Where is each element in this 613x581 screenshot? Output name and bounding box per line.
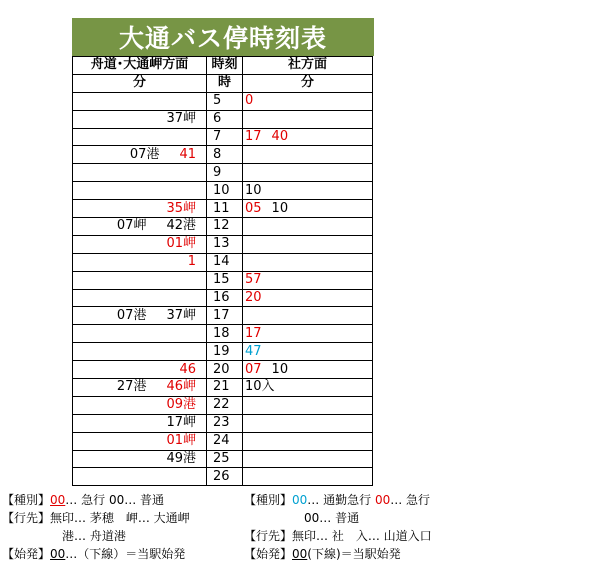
east-minutes-cell <box>243 164 373 182</box>
departure-time: 07港 <box>129 146 160 162</box>
header-row <box>73 57 373 75</box>
page-title: 大通バス停時刻表 <box>72 18 374 56</box>
legend-east-type <box>244 493 430 507</box>
east-minutes-cell <box>243 361 373 379</box>
legend-east-dest <box>244 529 432 543</box>
east-minutes-cell <box>243 110 373 128</box>
departure-time: 49港 <box>166 451 196 467</box>
east-minutes-cell <box>243 271 373 289</box>
legend-text: 無印… 社 入… 山道入口 <box>292 529 432 543</box>
east-minutes-cell <box>243 450 373 468</box>
west-minutes-cell <box>73 307 207 325</box>
hour-cell: 18 <box>207 325 243 343</box>
legend-label: 【種別】 <box>244 493 293 507</box>
hour-cell: 22 <box>207 396 243 414</box>
west-minute-header: 分 <box>73 74 207 92</box>
hour-cell: 11 <box>207 200 243 218</box>
subheader-row <box>73 74 373 92</box>
west-minutes-cell <box>73 343 207 361</box>
west-minutes-cell <box>73 414 207 432</box>
legend-text: … 急行 <box>65 493 109 507</box>
hour-cell: 14 <box>207 253 243 271</box>
hour-cell: 15 <box>207 271 243 289</box>
departure-time: 40 <box>271 129 289 144</box>
west-minutes-cell <box>73 325 207 343</box>
west-minutes-cell <box>73 361 207 379</box>
timetable-row <box>73 235 373 253</box>
departure-time: 10 <box>271 361 289 377</box>
west-minutes-cell <box>73 182 207 200</box>
east-minutes-cell <box>243 92 373 110</box>
hour-cell: 8 <box>207 146 243 164</box>
legend-west-type <box>2 493 164 507</box>
hour-cell: 21 <box>207 379 243 397</box>
departure-time: 41 <box>179 146 196 162</box>
west-minutes-cell <box>73 146 207 164</box>
hour-cell: 24 <box>207 432 243 450</box>
departure-time: 07 <box>245 361 262 377</box>
hour-cell: 5 <box>207 92 243 110</box>
west-minutes-cell <box>73 218 207 236</box>
west-minutes-cell <box>73 92 207 110</box>
west-minutes-cell <box>73 271 207 289</box>
hour-cell: 23 <box>207 414 243 432</box>
east-minutes-cell <box>243 146 373 164</box>
legend-text: 00… 普通 <box>304 511 360 525</box>
west-minutes-cell <box>73 253 207 271</box>
hour-cell: 6 <box>207 110 243 128</box>
departure-time: 0 <box>245 93 254 109</box>
timetable-row <box>73 325 373 343</box>
east-minutes-cell <box>243 235 373 253</box>
hour-cell: 10 <box>207 182 243 200</box>
departure-time: 17岬 <box>166 415 196 431</box>
hour-unit-header: 時 <box>207 74 243 92</box>
hour-cell: 12 <box>207 218 243 236</box>
west-minutes-cell <box>73 450 207 468</box>
timetable-row <box>73 92 373 110</box>
departure-time: 09港 <box>166 397 196 413</box>
legend-west-dest <box>2 511 190 525</box>
departure-time: 1 <box>187 254 196 270</box>
timetable-row <box>73 128 373 146</box>
legend-sample-blue: 00 <box>292 493 308 507</box>
legend-sample-red: 00 <box>374 493 391 507</box>
timetable-row <box>73 307 373 325</box>
hour-header: 時刻 <box>207 57 243 75</box>
timetable-row <box>73 271 373 289</box>
legend-sample-underline: 00 <box>50 547 66 561</box>
departure-time: 10 <box>245 182 262 198</box>
legend-sample-underline: 00 <box>292 547 308 561</box>
west-direction-header: 舟道･大通岬方面 <box>73 57 207 75</box>
timetable-row <box>73 432 373 450</box>
hour-cell: 9 <box>207 164 243 182</box>
departure-time: 01岬 <box>166 433 196 449</box>
hour-cell: 13 <box>207 235 243 253</box>
timetable-row <box>73 110 373 128</box>
east-minutes-cell <box>243 200 373 218</box>
west-minutes-cell <box>73 289 207 307</box>
timetable-row <box>73 396 373 414</box>
legend-sample-red: 00 <box>50 493 66 507</box>
departure-time: 05 <box>245 200 262 216</box>
timetable-row <box>73 468 373 486</box>
timetable-row <box>73 200 373 218</box>
timetable-row <box>73 218 373 236</box>
departure-time: 35岬 <box>166 200 196 216</box>
departure-time: 42港 <box>166 218 196 234</box>
west-minutes-cell <box>73 128 207 146</box>
hour-cell: 19 <box>207 343 243 361</box>
west-minutes-cell <box>73 379 207 397</box>
east-minutes-cell <box>243 325 373 343</box>
east-minutes-cell <box>243 414 373 432</box>
departure-time: 07岬 <box>116 218 147 234</box>
timetable-row <box>73 343 373 361</box>
departure-time: 46 <box>179 361 196 377</box>
west-minutes-cell <box>73 200 207 218</box>
timetable <box>72 56 373 486</box>
legend-east-origin <box>244 547 401 561</box>
legend-text: … 通勤急行 <box>307 493 375 507</box>
departure-time: 46岬 <box>166 379 196 395</box>
west-minutes-cell <box>73 235 207 253</box>
legend-sample-black: 00 <box>108 493 125 507</box>
legend-label: 【始発】 <box>2 547 51 561</box>
legend-text: 無印… 茅穂 岬… 大通岬 <box>50 511 190 525</box>
east-minutes-cell <box>243 307 373 325</box>
legend-text: (下線)＝当駅始発 <box>307 547 401 561</box>
hour-cell: 17 <box>207 307 243 325</box>
hour-cell: 26 <box>207 468 243 486</box>
departure-time: 20 <box>245 290 262 306</box>
timetable-row <box>73 182 373 200</box>
departure-time: 17 <box>245 129 262 144</box>
departure-time: 37岬 <box>166 307 196 323</box>
legend-west-origin <box>2 547 185 561</box>
legend-label: 【種別】 <box>2 493 51 507</box>
east-minutes-cell <box>243 379 373 397</box>
east-minutes-cell <box>243 468 373 486</box>
east-minutes-cell <box>243 253 373 271</box>
hour-cell: 16 <box>207 289 243 307</box>
east-minute-header: 分 <box>243 74 373 92</box>
departure-time: 10 <box>271 200 289 216</box>
east-minutes-cell <box>243 289 373 307</box>
west-minutes-cell <box>73 432 207 450</box>
legend-label: 【行先】 <box>2 511 51 525</box>
departure-time: 01岬 <box>166 236 196 252</box>
timetable-row <box>73 361 373 379</box>
departure-time: 57 <box>245 272 262 288</box>
departure-time: 47 <box>245 343 262 359</box>
east-minutes-cell <box>243 396 373 414</box>
west-minutes-cell <box>73 110 207 128</box>
hour-cell: 7 <box>207 128 243 146</box>
departure-time: 37岬 <box>166 111 196 127</box>
west-minutes-cell <box>73 396 207 414</box>
departure-time: 10入 <box>245 379 275 395</box>
east-minutes-cell <box>243 218 373 236</box>
timetable-row <box>73 253 373 271</box>
hour-cell: 25 <box>207 450 243 468</box>
east-minutes-cell <box>243 432 373 450</box>
west-minutes-cell <box>73 164 207 182</box>
departure-time: 17 <box>245 325 262 341</box>
legend-text: … 急行 <box>390 493 431 507</box>
timetable-row <box>73 164 373 182</box>
timetable-row <box>73 379 373 397</box>
legend-label: 【行先】 <box>244 529 293 543</box>
legend-west-dest-2 <box>62 529 126 543</box>
east-minutes-cell <box>243 182 373 200</box>
timetable-row <box>73 289 373 307</box>
east-minutes-cell <box>243 128 373 146</box>
timetable-row <box>73 450 373 468</box>
legend-text: 港… 舟道港 <box>62 529 126 543</box>
timetable-row <box>73 414 373 432</box>
departure-time: 27港 <box>116 379 147 395</box>
east-minutes-cell <box>243 343 373 361</box>
departure-time: 07港 <box>116 307 147 323</box>
legend-east-type-2 <box>304 511 359 525</box>
legend-text: … 普通 <box>124 493 165 507</box>
legend-text: …（下線）＝当駅始発 <box>65 547 186 561</box>
hour-cell: 20 <box>207 361 243 379</box>
legend-label: 【始発】 <box>244 547 293 561</box>
east-direction-header: 社方面 <box>243 57 373 75</box>
timetable-row <box>73 146 373 164</box>
west-minutes-cell <box>73 468 207 486</box>
